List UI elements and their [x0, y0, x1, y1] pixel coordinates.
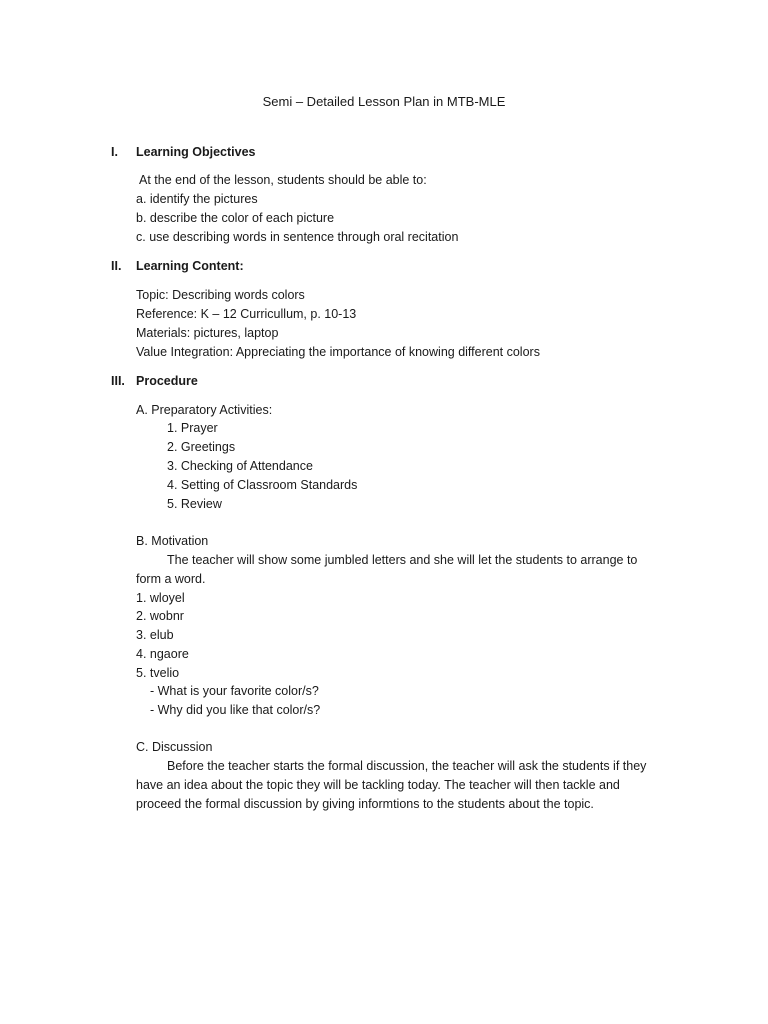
jumbled-word-item: 3. elub: [136, 628, 174, 642]
content-materials: Materials: pictures, laptop: [136, 326, 279, 340]
jumbled-word-item: 1. wloyel: [136, 591, 185, 605]
discussion-paragraph-line: have an idea about the topic they will be tackling today. The teacher will then tackle and: [136, 778, 620, 792]
motivation-paragraph-line: form a word.: [136, 572, 206, 586]
preparatory-item: 4. Setting of Classroom Standards: [167, 478, 358, 492]
preparatory-item: 5. Review: [167, 497, 222, 511]
preparatory-label: A. Preparatory Activities:: [136, 403, 273, 417]
content-reference: Reference: K – 12 Curricullum, p. 10-13: [136, 307, 357, 321]
content-value-integration: Value Integration: Appreciating the importance of knowing different colors: [136, 345, 540, 359]
jumbled-word-item: 4. ngaore: [136, 647, 189, 661]
preparatory-item: 1. Prayer: [167, 421, 218, 435]
preparatory-item: 2. Greetings: [167, 440, 236, 454]
document-title: Semi – Detailed Lesson Plan in MTB-MLE: [262, 94, 506, 109]
jumbled-word-item: 5. tvelio: [136, 666, 180, 680]
discussion-paragraph-line: Before the teacher starts the formal discussion, the teacher will ask the students if they: [167, 759, 647, 773]
motivation-paragraph-line: The teacher will show some jumbled letters and she will let the students to arrange to: [167, 553, 638, 567]
preparatory-item: 3. Checking of Attendance: [167, 459, 313, 473]
objective-item: b. describe the color of each picture: [136, 211, 335, 225]
objective-item: a. identify the pictures: [136, 192, 258, 206]
discussion-paragraph-line: proceed the formal discussion by giving informtions to the students about the topic.: [136, 797, 594, 811]
section-numeral: II.: [111, 259, 122, 273]
content-topic: Topic: Describing words colors: [136, 288, 305, 302]
section-heading-content: [111, 257, 411, 275]
section-numeral: I.: [111, 145, 118, 159]
section-heading-procedure: [111, 372, 411, 390]
objective-item: c. use describing words in sentence through oral recitation: [136, 230, 459, 244]
section-title: Procedure: [136, 374, 198, 388]
section-title: Learning Content:: [136, 259, 244, 273]
motivation-question: - What is your favorite color/s?: [150, 684, 319, 698]
section-title: Learning Objectives: [136, 145, 256, 159]
motivation-label: B. Motivation: [136, 534, 209, 548]
objectives-intro: At the end of the lesson, students should be able to:: [139, 173, 427, 187]
discussion-label: C. Discussion: [136, 740, 213, 754]
motivation-question: - Why did you like that color/s?: [150, 703, 321, 717]
jumbled-word-item: 2. wobnr: [136, 609, 184, 623]
section-heading-objectives: [111, 143, 411, 161]
section-numeral: III.: [111, 374, 125, 388]
